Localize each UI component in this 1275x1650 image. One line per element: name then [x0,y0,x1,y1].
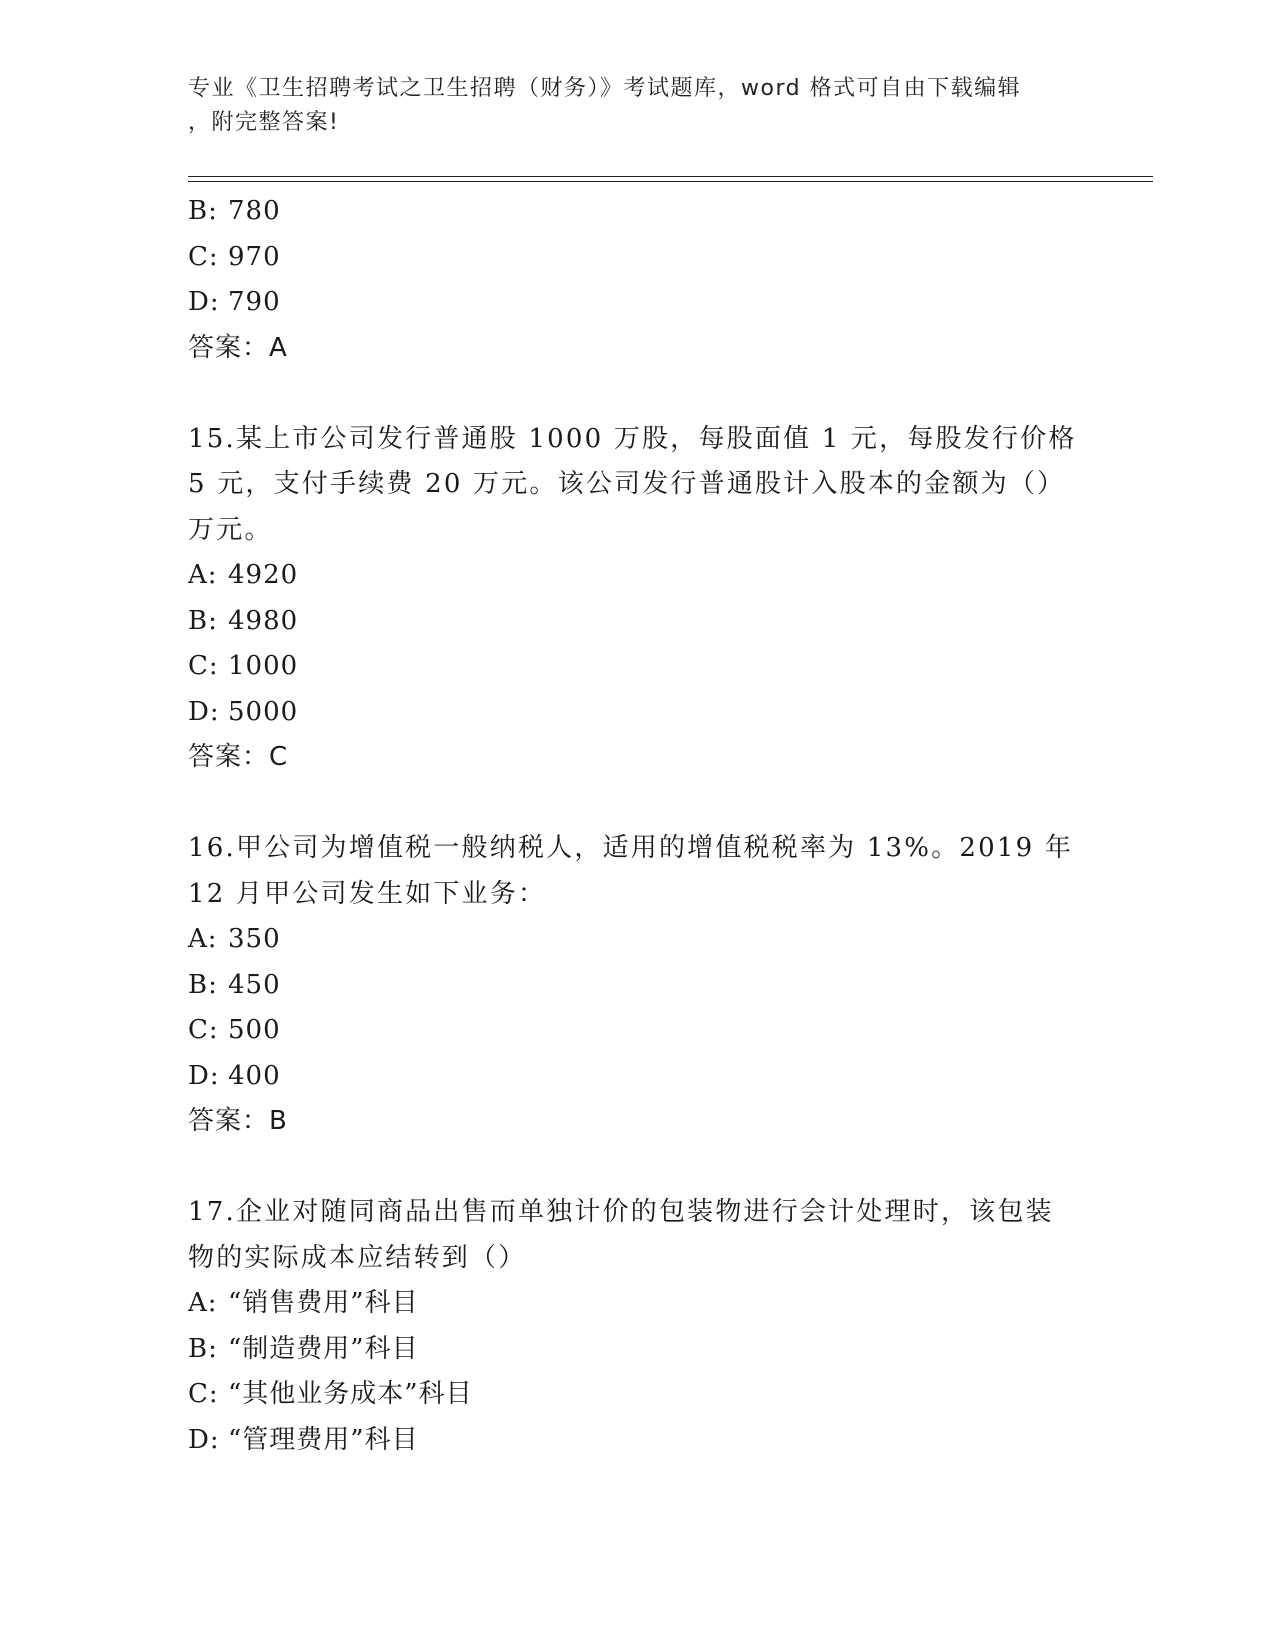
header-rule-bottom [188,181,1153,182]
option-d: D: 790 [188,287,281,317]
option-c: C: “其他业务成本”科目 [188,1379,473,1409]
answer-line: 答案：B [188,1106,288,1136]
question-text-line: 5 元，支付手续费 20 万元。该公司发行普通股计入股本的金额为（） [188,469,1066,499]
option-d: D: “管理费用”科目 [188,1424,419,1455]
question-15 [188,417,1088,781]
option-c: C: 1000 [188,651,299,681]
question-16 [188,826,1088,1145]
option-a: A: 350 [188,924,281,954]
option-b: B: 780 [188,196,281,226]
question-prev-tail [188,189,1088,371]
option-d: D: 5000 [188,696,299,727]
spacer [188,371,1088,417]
spacer [188,781,1088,827]
question-text-line: 16.甲公司为增值税一般纳税人，适用的增值税税率为 13%。2019 年 [188,833,1074,863]
question-text-line: 物的实际成本应结转到（） [188,1242,527,1273]
option-c: C: 970 [188,241,281,272]
header-line-2: ，附完整答案! [188,110,340,135]
option-d: D: 400 [188,1060,281,1091]
document-body [188,189,1088,1463]
answer-line: 答案：A [188,332,288,363]
option-b: B: “制造费用”科目 [188,1333,419,1364]
option-b: B: 4980 [188,605,299,636]
option-a: A: 4920 [188,560,299,590]
option-c: C: 500 [188,1015,281,1045]
header-rule-top [188,176,1153,177]
spacer [188,1145,1088,1191]
answer-line: 答案：C [188,742,289,772]
header-line-1: 专业《卫生招聘考试之卫生招聘（财务）》考试题库，word 格式可自由下载编辑 [188,76,1022,101]
option-a: A: “销售费用”科目 [188,1288,419,1318]
question-text-line: 15.某上市公司发行普通股 1000 万股，每股面值 1 元，每股发行价格 [188,423,1077,454]
document-header [188,72,1068,140]
question-text-line: 万元。 [188,514,273,545]
question-text-line: 17.企业对随同商品出售而单独计价的包装物进行会计处理时，该包装 [188,1197,1054,1227]
question-text-line: 12 月甲公司发生如下业务： [188,878,547,909]
question-17 [188,1190,1088,1463]
option-b: B: 450 [188,969,281,1000]
